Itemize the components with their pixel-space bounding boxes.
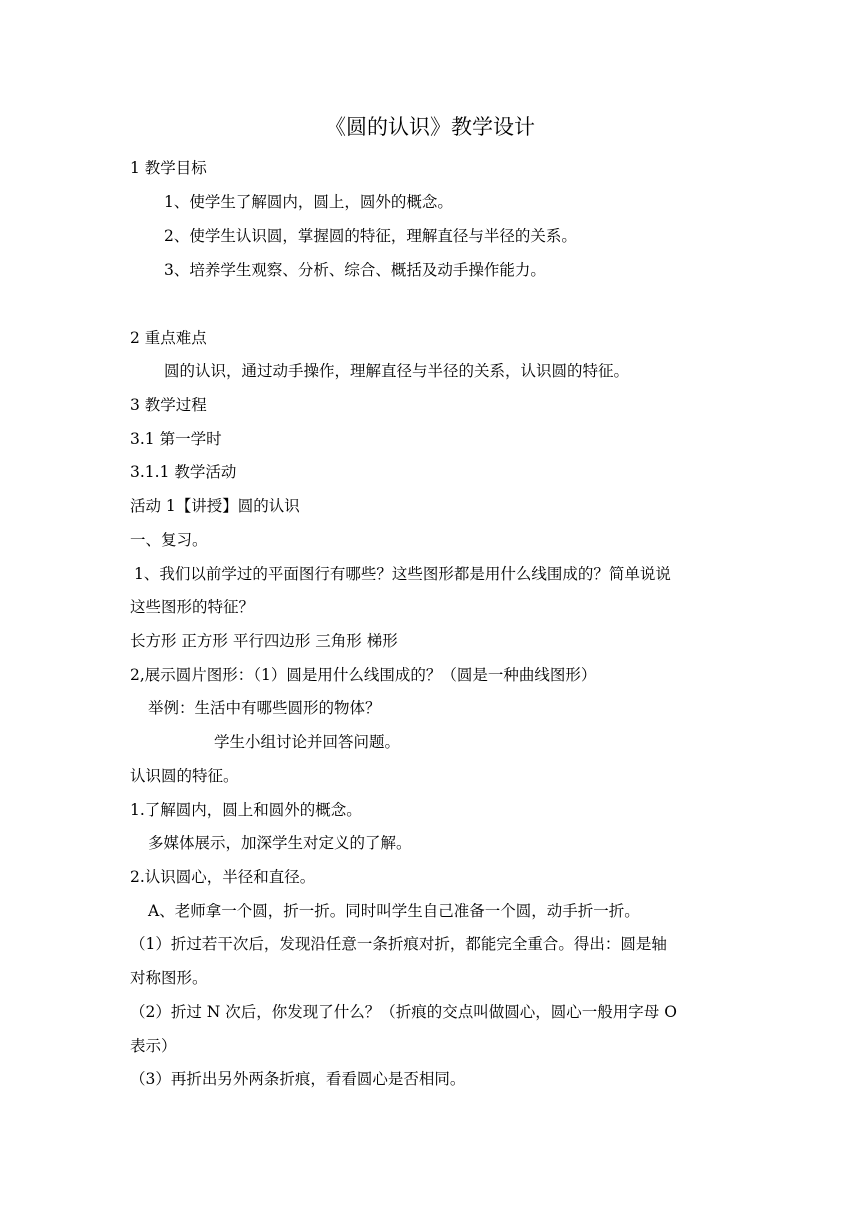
heading-teaching-process: 3 教学过程 [130,396,207,414]
fold-observation-2-cont: 表示） [130,1037,177,1055]
heading-first-lesson: 3.1 第一学时 [130,430,222,448]
fold-activity: A、老师拿一个圆，折一折。同时叫学生自己准备一个圆，动手折一折。 [148,902,640,920]
activity-1-heading: 活动 1【讲授】圆的认识 [130,497,300,515]
key-points-text: 圆的认识，通过动手操作，理解直径与半径的关系，认识圆的特征。 [164,362,630,380]
goal-item-1: 1、使学生了解圆内，圆上，圆外的概念。 [164,193,453,211]
section-review: 一、复习。 [130,531,208,549]
goal-item-2: 2、使学生认识圆，掌握圆的特征，理解直径与半径的关系。 [164,227,577,245]
shape-list: 长方形 正方形 平行四边形 三角形 梯形 [130,632,398,650]
goal-item-3: 3、培养学生观察、分析、综合、概括及动手操作能力。 [164,261,546,279]
fold-observation-2: （2）折过 N 次后，你发现了什么？（折痕的交点叫做圆心，圆心一般用字母 O [130,1003,677,1021]
review-question-1: 1、我们以前学过的平面图行有哪些？这些图形都是用什么线围成的？简单说说 [134,565,671,583]
fold-observation-1: （1）折过若干次后，发现沿任意一条折痕对折，都能完全重合。得出：圆是轴 [130,935,667,953]
review-question-1-cont: 这些图形的特征？ [130,598,255,616]
heading-teaching-goals: 1 教学目标 [130,159,207,177]
section-circle-features: 认识圆的特征。 [130,767,239,785]
heading-key-points: 2 重点难点 [130,329,207,347]
group-discussion: 学生小组讨论并回答问题。 [214,733,401,751]
heading-teaching-activities: 3.1.1 教学活动 [130,463,237,481]
document-title: 《圆的认识》教学设计 [325,115,535,139]
example-prompt: 举例：生活中有哪些圆形的物体？ [148,699,381,717]
multimedia-display: 多媒体展示，加深学生对定义的了解。 [148,834,412,852]
feature-step-2: 2.认识圆心，半径和直径。 [130,868,316,886]
feature-step-1: 1.了解圆内，圆上和圆外的概念。 [130,801,362,819]
fold-observation-3: （3）再折出另外两条折痕，看看圆心是否相同。 [130,1070,466,1088]
show-circle-step: 2,展示圆片图形：（1）圆是用什么线围成的？（圆是一种曲线图形） [130,666,597,684]
fold-observation-1-cont: 对称图形。 [130,969,208,987]
